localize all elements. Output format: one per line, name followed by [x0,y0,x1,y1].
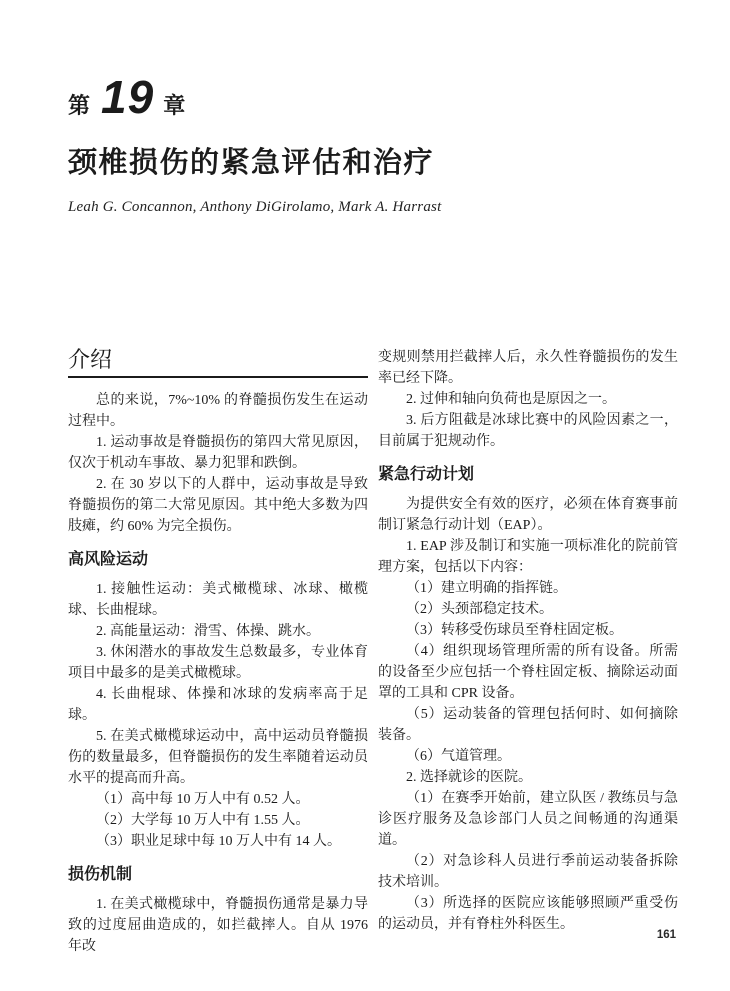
paragraph-high-risk-5: 5. 在美式橄榄球运动中，高中运动员脊髓损伤的数量最多，但脊髓损伤的发生率随着运动员水平的提高而升高。 [68,729,368,787]
paragraph-mechanism-1-continuation: 变规则禁用拦截摔人后，永久性脊髓损伤的发生率已经下降。 [378,350,678,386]
paragraph-eap-1-sub2: （2）头颈部稳定技术。 [406,601,553,617]
chapter-number: 19 [101,71,155,123]
section-heading-emergency-action-plan: 紧急行动计划 [378,466,475,483]
section-heading-high-risk-sports: 高风险运动 [68,551,149,569]
paragraph-mechanism-2: 2. 过伸和轴向负荷也是原因之一。 [406,392,616,407]
left-column [68,347,368,957]
paragraph-high-risk-4: 4. 长曲棍球、体操和冰球的发病率高于足球。 [68,687,368,724]
paragraph-intro-3: 2. 在 30 岁以下的人群中，运动事故是导致脊髓损伤的第二大常见原因。其中绝大多数为四肢瘫，约 60% 为完全损伤。 [68,477,368,535]
paragraph-eap-1: 1. EAP 涉及制订和实施一项标准化的院前管理方案，包括以下内容： [378,538,678,575]
paragraph-eap-2-sub3: （3）所选择的医院应该能够照顾严重受伤的运动员，并有脊柱外科医生。 [378,895,678,932]
paragraph-high-risk-5-sub2: （2）大学每 10 万人中有 1.55 人。 [96,813,310,829]
paragraph-high-risk-2: 2. 高能量运动：滑雪、体操、跳水。 [96,624,320,640]
paragraph-mechanism-1: 1. 在美式橄榄球中，脊髓损伤通常是暴力导致的过度屈曲造成的，如拦截摔人。自从 1976 年改 [68,896,368,954]
paragraph-eap-1-sub1: （1）建立明确的指挥链。 [406,580,567,596]
paragraph-high-risk-1: 1. 接触性运动：美式橄榄球、冰球、橄榄球、长曲棍球。 [68,582,368,619]
paragraph-intro-1: 总的来说，7%~10% 的脊髓损伤发生在运动过程中。 [68,393,368,430]
two-column-body [68,347,678,957]
paragraph-eap-intro: 为提供安全有效的医疗，必须在体育赛事前制订紧急行动计划（EAP）。 [378,496,678,533]
page-number: 161 [656,929,676,941]
paragraph-high-risk-5-sub1: （1）高中每 10 万人中有 0.52 人。 [96,792,310,808]
paragraph-eap-1-sub3: （3）转移受伤球员至脊柱固定板。 [406,622,623,638]
paragraph-eap-2-sub1: （1）在赛季开始前，建立队医 / 教练员与急诊医疗服务及急诊部门人员之间畅通的沟通渠道。 [378,790,678,848]
authors-line: Leah G. Concannon, Anthony DiGirolamo, Mark A. Harrast [68,199,442,215]
chapter-heading [68,71,186,123]
paragraph-high-risk-3: 3. 休闲潜水的事故发生总数最多，专业体育项目中最多的是美式橄榄球。 [68,645,368,682]
paragraph-mechanism-3: 3. 后方阻截是冰球比赛中的风险因素之一，目前属于犯规动作。 [378,413,678,449]
paragraph-eap-1-sub4: （4）组织现场管理所需的所有设备。所需的设备至少应包括一个脊柱固定板、摘除运动面罩的工具和 CPR 设备。 [378,643,678,701]
chapter-prefix: 第 [68,93,91,118]
paragraph-high-risk-5-sub3: （3）职业足球中每 10 万人中有 14 人。 [96,834,341,850]
chapter-suffix: 章 [163,93,186,118]
paragraph-intro-2: 1. 运动事故是脊髓损伤的第四大常见原因，仅次于机动车事故、暴力犯罪和跌倒。 [68,435,368,472]
section-heading-injury-mechanism: 损伤机制 [68,866,133,884]
paragraph-eap-2: 2. 选择就诊的医院。 [406,769,532,785]
paragraph-eap-2-sub2: （2）对急诊科人员进行季前运动装备拆除技术培训。 [378,853,678,890]
paragraph-eap-1-sub6: （6）气道管理。 [406,748,511,764]
right-column [378,347,678,957]
paragraph-eap-1-sub5: （5）运动装备的管理包括何时、如何摘除装备。 [378,706,678,743]
section-heading-introduction: 介绍 [68,347,368,378]
chapter-title: 颈椎损伤的紧急评估和治疗 [68,147,435,179]
